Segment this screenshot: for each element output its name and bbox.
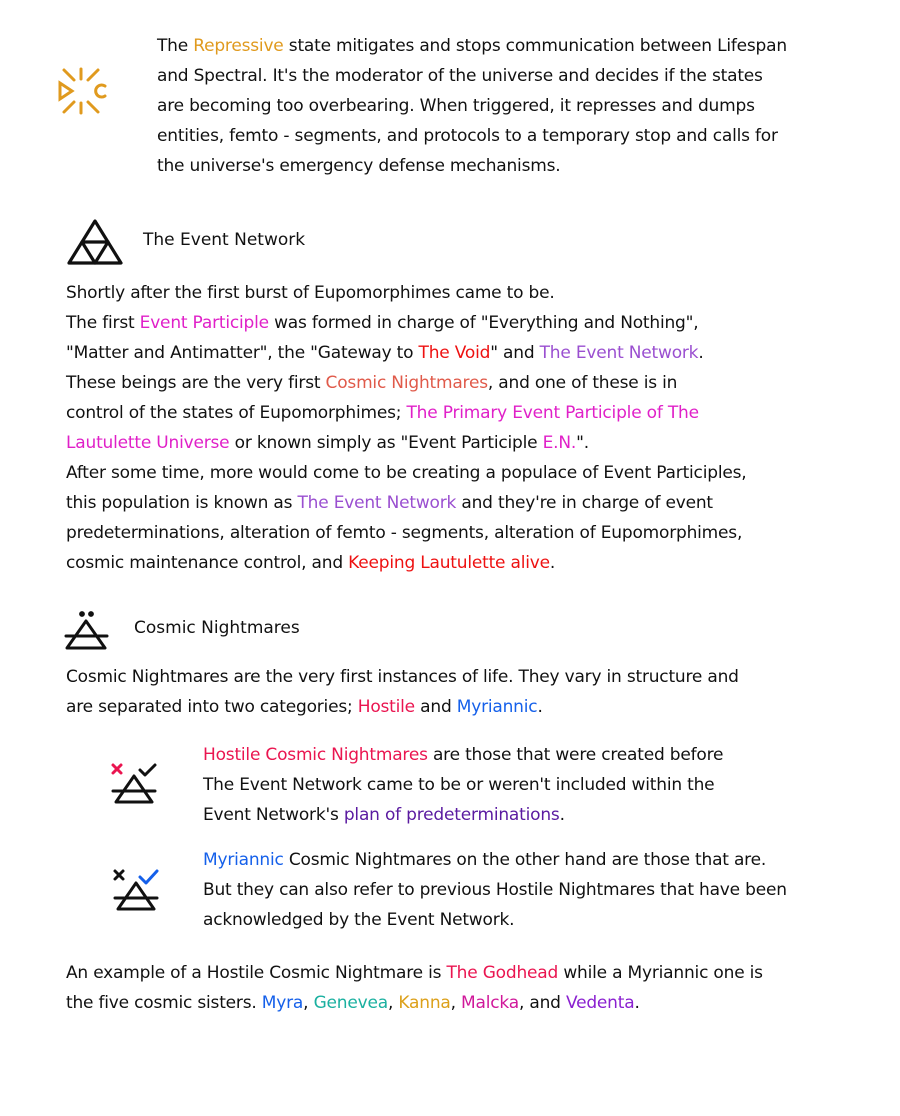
- myriannic-nightmare-icon: [112, 868, 160, 912]
- the-void-term: The Void: [418, 343, 491, 363]
- event-network-line-2: The first Event Participle was formed in charge of "Everything and Nothing",: [66, 313, 699, 333]
- sister-vedenta: Vedenta: [565, 993, 635, 1013]
- hostile-line-3: Event Network's plan of predeterminations.: [203, 805, 565, 825]
- hostile-line-2: The Event Network came to be or weren't included within the: [203, 775, 715, 795]
- myriannic-line-3: acknowledged by the Event Network.: [203, 910, 515, 930]
- myriannic-line-2: But they can also refer to previous Hostile Nightmares that have been: [203, 880, 787, 900]
- repressive-sigil-icon: [56, 66, 110, 116]
- repressive-line-4: entities, femto - segments, and protocols to a temporary stop and calls for: [157, 126, 778, 146]
- sister-malcka: Malcka: [461, 993, 519, 1013]
- event-network-line-1: Shortly after the first burst of Eupomorphimes came to be.: [66, 283, 555, 303]
- event-network-line-8: this population is known as The Event Network and they're in charge of event: [66, 493, 713, 513]
- cosmic-nightmares-term: Cosmic Nightmares: [325, 373, 488, 393]
- event-network-term: The Event Network: [539, 343, 699, 363]
- myriannic-term: Myriannic: [456, 697, 538, 717]
- cosmic-nightmares-heading: Cosmic Nightmares: [134, 618, 300, 638]
- event-network-line-3: "Matter and Antimatter", the "Gateway to The Void" and The Event Network.: [66, 343, 704, 363]
- godhead-term: The Godhead: [446, 963, 559, 983]
- repressive-line-5: the universe's emergency defense mechanisms.: [157, 156, 561, 176]
- event-network-line-5: control of the states of Eupomorphimes; The Primary Event Participle of The: [66, 403, 699, 423]
- cosmic-nightmares-line-2: are separated into two categories; Hostile and Myriannic.: [66, 697, 543, 717]
- event-network-line-4: These beings are the very first Cosmic Nightmares, and one of these is in: [66, 373, 678, 393]
- keeping-alive-term: Keeping Lautulette alive: [348, 553, 550, 573]
- sister-kanna: Kanna: [398, 993, 451, 1013]
- hostile-cosmic-nightmares-term: Hostile Cosmic Nightmares: [203, 745, 428, 765]
- myriannic-line-1: Myriannic Cosmic Nightmares on the other hand are those that are.: [203, 850, 767, 870]
- myriannic-term-2: Myriannic: [203, 850, 284, 870]
- event-network-line-6: Lautulette Universe or known simply as "Event Participle E.N.".: [66, 433, 589, 453]
- sister-genevea: Genevea: [313, 993, 388, 1013]
- lautulette-universe-term: Lautulette Universe: [66, 433, 230, 453]
- event-network-line-10: cosmic maintenance control, and Keeping Lautulette alive.: [66, 553, 556, 573]
- event-network-line-9: predeterminations, alteration of femto - segments, alteration of Eupomorphimes,: [66, 523, 743, 543]
- sister-myra: Myra: [261, 993, 304, 1013]
- hostile-term: Hostile: [357, 697, 415, 717]
- repressive-term: Repressive: [193, 36, 284, 56]
- event-network-line-7: After some time, more would come to be creating a populace of Event Participles,: [66, 463, 747, 483]
- example-line-2: the five cosmic sisters. Myra, Genevea, Kanna, Malcka, and Vedenta.: [66, 993, 640, 1013]
- example-line-1: An example of a Hostile Cosmic Nightmare is The Godhead while a Myriannic one is: [66, 963, 763, 983]
- event-participle-term: Event Participle: [139, 313, 269, 333]
- cosmic-nightmares-line-1: Cosmic Nightmares are the very first instances of life. They vary in structure and: [66, 667, 739, 687]
- repressive-line-1: The Repressive state mitigates and stops communication between Lifespan: [157, 36, 787, 56]
- hostile-line-1: Hostile Cosmic Nightmares are those that were created before: [203, 745, 724, 765]
- repressive-line-2: and Spectral. It's the moderator of the universe and decides if the states: [157, 66, 763, 86]
- hostile-nightmare-icon: [110, 762, 158, 806]
- primary-event-participle-term: The Primary Event Participle of The: [406, 403, 699, 423]
- plan-term: plan of predeterminations: [343, 805, 560, 825]
- event-network-term-2: The Event Network: [297, 493, 457, 513]
- event-network-heading: The Event Network: [143, 230, 306, 250]
- en-term: E.N.: [542, 433, 577, 453]
- repressive-line-3: are becoming too overbearing. When triggered, it represses and dumps: [157, 96, 755, 116]
- cosmic-nightmare-icon: [64, 610, 110, 652]
- triforce-icon: [66, 218, 124, 266]
